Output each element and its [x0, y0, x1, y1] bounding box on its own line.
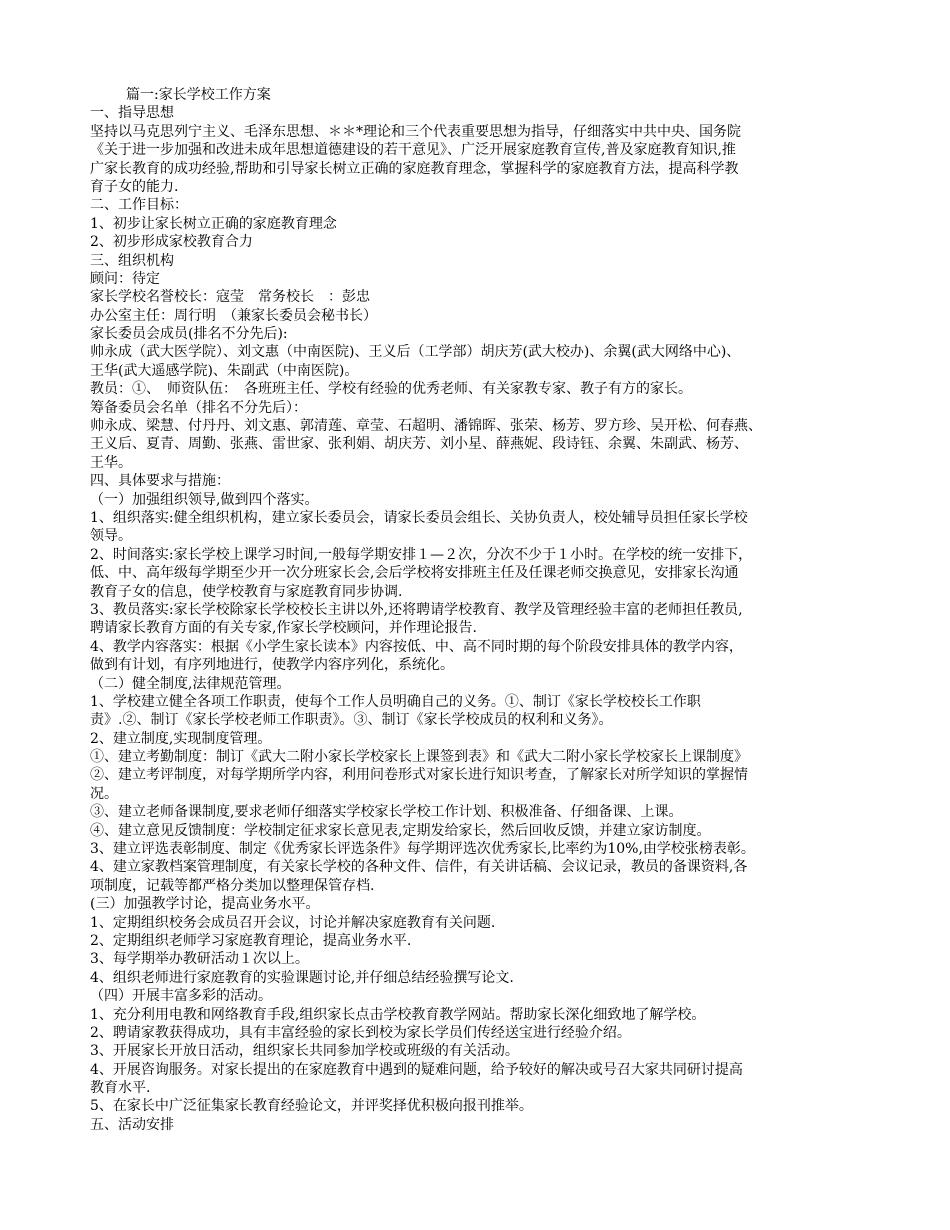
text-line: 领导。: [90, 528, 132, 545]
text-line: ④、建立意见反馈制度：学校制定征求家长意见表,定期发给家长，然后回收反馈，并建立家访制度。: [90, 822, 711, 839]
text-line: （四）开展丰富多彩的活动。: [90, 988, 272, 1005]
document-body: [90, 104, 870, 1134]
text-line: 4、组织老师进行家庭教育的实验课题讨论,并仔细总结经验撰写论文.: [90, 969, 514, 986]
text-line: 帅永成（武大医学院）、刘文惠（中南医院)、王义后（工学部）胡庆芳(武大校办)、余翼(武大网络中心)、: [90, 344, 741, 361]
text-line: ③、建立老师备课制度,要求老师仔细落实学校家长学校工作计划、积极准备、仔细备课、上课。: [90, 804, 683, 821]
text-line: 教育子女的信息，使学校教育与家庭教育同步协调.: [90, 583, 403, 600]
text-line: 5、在家长中广泛征集家长教育经验论文，并评奖择优积极向报刊推举。: [90, 1098, 533, 1115]
text-line: 王华(武大遥感学院)、朱副武（中南医院)。: [90, 362, 359, 379]
text-line: 二、工作目标：: [90, 197, 188, 214]
text-line: 筹备委员会名单（排名不分先后）：: [90, 399, 307, 416]
text-line: 一、指导思想: [90, 105, 174, 122]
text-line: 3、建立评选表彰制度、制定《优秀家长评选条件》每学期评选次优秀家长,比率约为10%,由学校张榜表彰。: [90, 841, 755, 858]
text-line: 责》.②、制订《家长学校老师工作职责》。③、制订《家长学校成员的权利和义务》。: [90, 712, 613, 729]
text-line: 王华。: [90, 454, 132, 471]
text-line: 教员：①、 师资队伍： 各班班主任、学校有经验的优秀老师、有关家教专家、教子有方的家长。: [90, 381, 692, 398]
text-line: 1、充分利用电教和网络教育手段,组织家长点击学校教育教学网站。帮助家长深化细致地了解学校。: [90, 1006, 706, 1023]
text-line: 低、中、高年级每学期至少开一次分班家长会,会后学校将安排班主任及任课老师交换意见，安排家长沟通: [90, 565, 739, 582]
text-line: 三、组织机构: [90, 252, 174, 269]
document-title: 篇一:家长学校工作方案: [126, 87, 271, 103]
text-line: 2、建立制度,实现制度管理。: [90, 730, 272, 747]
text-line: 帅永成、梁慧、付丹丹、刘文惠、郭清莲、章莹、石超明、潘锦晖、张荣、杨芳、罗方珍、吴开松、何春燕、: [90, 418, 762, 435]
text-line: 3、每学期举办教研活动１次以上。: [90, 951, 309, 968]
text-line: 家长学校名誉校长：寇莹 常务校长 ：彭忠: [90, 289, 370, 306]
text-line: 2、初步形成家校教育合力: [90, 234, 253, 251]
text-line: （一）加强组织领导,做到四个落实。: [90, 491, 319, 508]
text-line: ①、建立考勤制度：制订《武大二附小家长学校家长上课签到表》和《武大二附小家长学校家长上课制度》: [90, 749, 748, 766]
text-line: 坚持以马克思列宁主义、毛泽东思想、＊＊*理论和三个代表重要思想为指导，仔细落实中共中央、国务院: [90, 123, 741, 140]
text-line: 1、定期组织校务会成员召开会议，讨论并解决家庭教育有关问题.: [90, 914, 496, 931]
text-line: 育子女的能力.: [90, 178, 179, 195]
text-line: 4、开展咨询服务。对家长提出的在家庭教育中遇到的疑难问题，给予较好的解决或号召大家共同研讨提高: [90, 1061, 743, 1078]
text-line: 4、建立家教档案管理制度，有关家长学校的各种文件、信件，有关讲话稿、会议记录，教员的备课资料,各: [90, 859, 748, 876]
text-line: 广家长教育的成功经验,帮助和引导家长树立正确的家庭教育理念，掌握科学的家庭教育方法，提高科学教: [90, 160, 739, 177]
text-line: 办公室主任：周行明 （兼家长委员会秘书长）: [90, 307, 377, 324]
document-page: [90, 86, 870, 1134]
text-line: 2、定期组织老师学习家庭教育理论，提高业务水平.: [90, 932, 412, 949]
text-line: 1、学校建立健全各项工作职责，使每个工作人员明确自己的义务。①、制订《家长学校校长工作职: [90, 693, 701, 710]
text-line: （二）健全制度,法律规范管理。: [90, 675, 291, 692]
text-line: 顾问：待定: [90, 270, 160, 287]
text-line: (三）加强教学讨论，提高业务水平。: [90, 896, 320, 913]
text-line: 项制度，记载等都严格分类加以整理保管存档.: [90, 877, 375, 894]
text-line: 教育水平.: [90, 1080, 151, 1097]
text-line: 聘请家长教育方面的有关专家,作家长学校顾问，并作理论报告.: [90, 620, 477, 637]
text-line: 4、教学内容落实：根据《小学生家长读本》内容按低、中、高不同时期的每个阶段安排具体的教学内容，: [90, 638, 743, 655]
text-line: 3、开展家长开放日活动，组织家长共同参加学校或班级的有关活动。: [90, 1043, 519, 1060]
text-line: 1、初步让家长树立正确的家庭教育理念: [90, 215, 337, 232]
text-line: 五、活动安排: [90, 1116, 174, 1133]
text-line: 2、时间落实:家长学校上课学习时间,一般每学期安排１—２次，分次不少于１小时。在学校的统一安排下，: [90, 546, 753, 563]
text-line: 况。: [90, 785, 118, 802]
text-line: 做到有计划，有序列地进行，使教学内容序列化，系统化。: [90, 657, 454, 674]
text-line: 家长委员会成员(排名不分先后):: [90, 326, 288, 343]
text-line: 1、组织落实:健全组织机构，建立家长委员会，请家长委员会组长、关协负责人，校处辅导员担任家长学校: [90, 509, 748, 526]
text-line: 《关于进一步加强和改进未成年思想道德建设的若干意见》、广泛开展家庭教育宣传,普及家庭教育知识,推: [90, 142, 736, 159]
text-line: 四、具体要求与措施：: [90, 473, 230, 490]
text-line: 王义后、夏青、周勤、张燕、雷世家、张利娟、胡庆芳、刘小星、薛燕妮、段诗钰、余翼、朱副武、杨芳、: [90, 436, 748, 453]
text-line: 3、教员落实:家长学校除家长学校校长主讲以外,还将聘请学校教育、教学及管理经验丰富的老师担任教员,: [90, 601, 743, 618]
text-line: 2、聘请家教获得成功，具有丰富经验的家长到校为家长学员们传经送宝进行经验介绍。: [90, 1024, 631, 1041]
text-line: ②、建立考评制度，对每学期所学内容，利用问卷形式对家长进行知识考查，了解家长对所学知识的掌握情: [90, 767, 748, 784]
